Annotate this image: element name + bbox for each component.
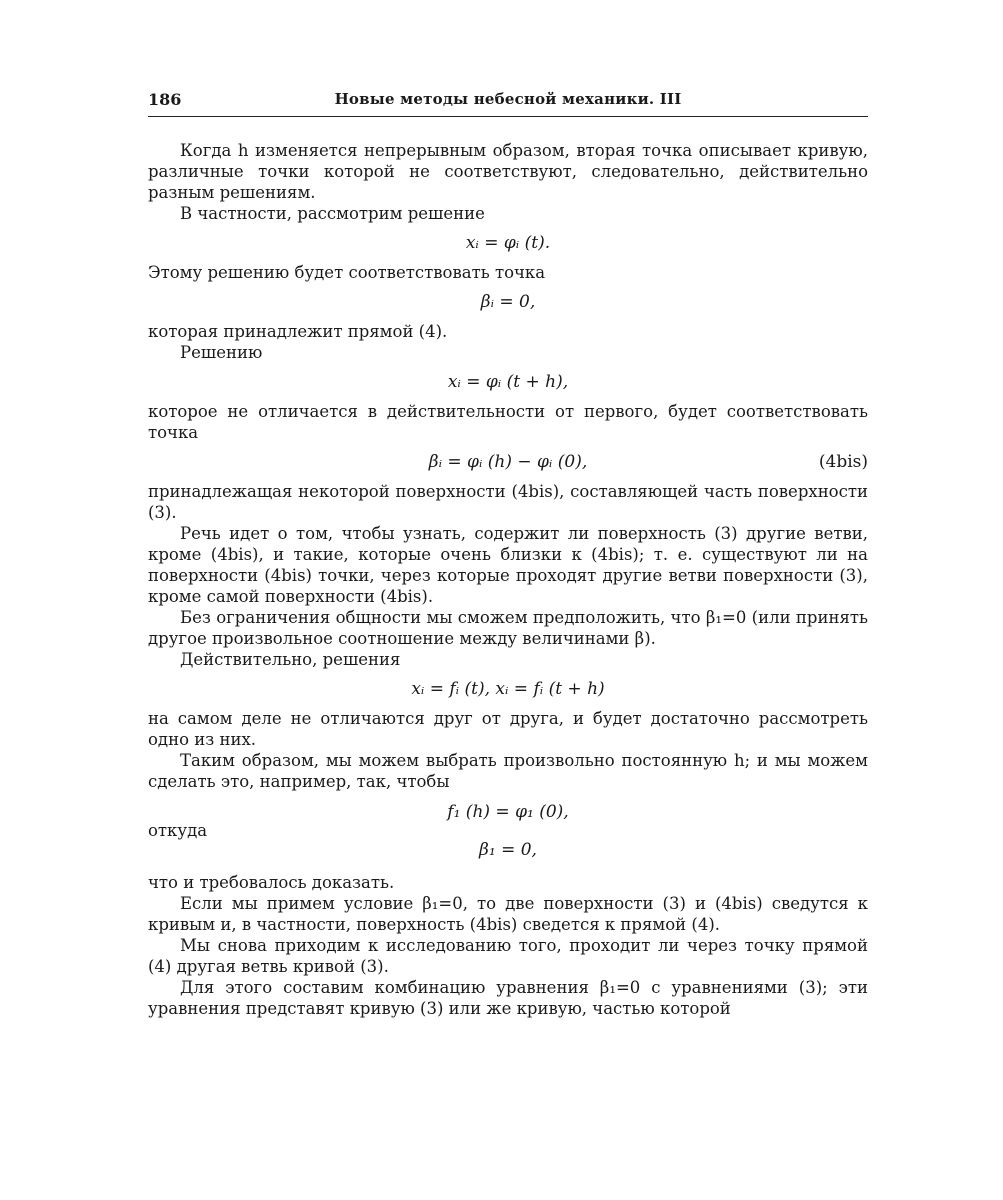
paragraph: что и требовалось доказать. [148,873,395,892]
paragraph: В частности, рассмотрим решение [180,204,485,223]
equation-number: (4bis) [818,452,868,472]
formula: βᵢ = 0, [480,292,536,312]
paragraph: Мы снова приходим к исследованию того, проходит ли через точку прямой (4) другая ветвь кривой (3). [148,936,868,976]
paragraph: которое не отличается в действительности от первого, будет соответствовать точка [148,402,868,442]
body-text [148,140,868,1019]
paragraph: Без ограничения общности мы сможем предположить, что β₁=0 (или принять другое произвольное соотношение между величинами β). [148,608,868,648]
page-header [148,90,868,117]
formula: f₁ (h) = φ₁ (0), [447,802,569,822]
word-otkuda: откуда [148,821,208,840]
formula: βᵢ = φᵢ (h) − φᵢ (0), [428,452,588,472]
numbered-formula [148,451,868,473]
paragraph: которая принадлежит прямой (4). [148,322,448,341]
paragraph: на самом деле не отличаются друг от друга, и будет достаточно рассмотреть одно из них. [148,709,868,749]
formula: xᵢ = φᵢ (t + h), [447,372,569,392]
paragraph: принадлежащая некоторой поверхности (4bis), составляющей часть поверхности (3). [148,482,868,522]
formula: β₁ = 0, [479,840,537,860]
paragraph: Таким образом, мы можем выбрать произвольно постоянную h; и мы можем сделать это, например, так, чтобы [148,751,868,791]
formula-block [148,802,868,862]
running-title: Новые методы небесной механики. III [334,90,682,108]
paragraph: Для этого составим комбинацию уравнения β₁=0 с уравнениями (3); эти уравнения представят кривую (3) или же кривую, частью которой [148,978,868,1018]
formula: xᵢ = φᵢ (t). [465,233,551,253]
paragraph: Если мы примем условие β₁=0, то две поверхности (3) и (4bis) сведутся к кривым и, в частности, поверхность (4bis) сведется к прямой (4). [148,894,868,934]
page-number: 186 [148,90,182,109]
paragraph: Речь идет о том, чтобы узнать, содержит ли поверхность (3) другие ветви, кроме (4bis), и такие, которые очень близки к (4bis); т. е. существуют ли на поверхности (4bis) точки, через которые проходят другие ветви поверхности (3), кроме самой поверхности (4bis). [148,524,868,606]
paragraph: Когда h изменяется непрерывным образом, вторая точка описывает кривую, различные точки которой не соответствуют, следовательно, действительно разным решениям. [148,141,868,202]
book-page [148,0,868,1200]
paragraph: Этому решению будет соответствовать точка [148,263,546,282]
paragraph: Действительно, решения [180,650,401,669]
paragraph: Решению [180,343,263,362]
formula: xᵢ = fᵢ (t), xᵢ = fᵢ (t + h) [411,679,605,699]
